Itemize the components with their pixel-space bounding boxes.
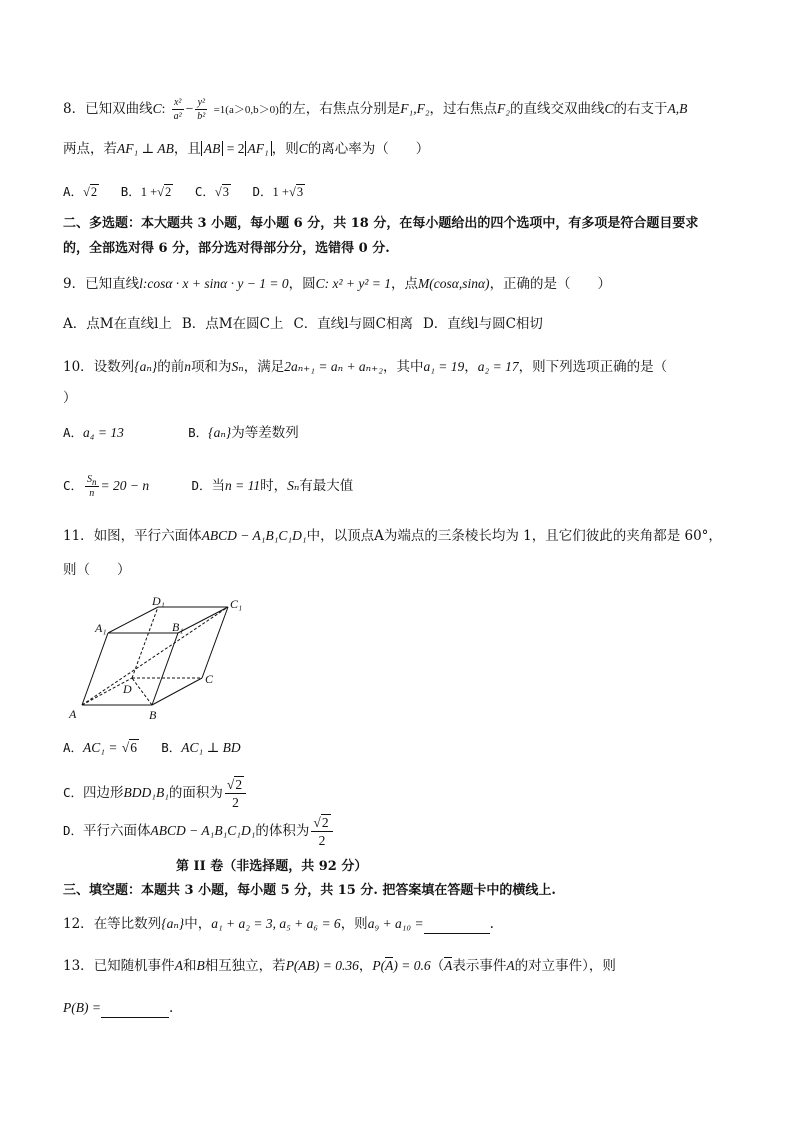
label-B: B: [149, 708, 157, 722]
q10-option-a: A．a₄ = 13: [63, 425, 124, 440]
q10-stem-cont: ）: [63, 390, 77, 406]
edge-A1D1: [108, 607, 158, 633]
q9-option-d: D．直线l与圆C相切: [422, 316, 543, 332]
section3-heading: 三、填空题：本题共 3 小题，每小题 5 分，共 15 分. 把答案填在答题卡中的横线上.: [63, 883, 556, 898]
q11-option-d: D．平行六面体ABCD − A₁B₁C₁D₁的体积为 $\frac{√2}{2}$: [63, 814, 335, 849]
q13-number: 13．: [63, 958, 94, 974]
diagonal-BD: [132, 678, 152, 705]
q8-line2: 两点，若AF₁ ⊥ AB，且 AB = 2 AF₁ ，则C的离心率为（ ）: [63, 141, 430, 157]
q13-answer-blank[interactable]: [101, 1003, 169, 1018]
q13-answer-line: P(B) = .: [63, 1000, 174, 1016]
label-C1: C₁: [230, 597, 243, 611]
q9-stem: 9．已知直线l:cosα · x + sinα · y − 1 = 0，圆C: x² + y² = 1，点M(cosα,sinα)，正确的是（ ）: [63, 276, 612, 292]
q11-number: 11．: [63, 528, 94, 544]
q8-line1: 8．已知双曲线C: $\frac{\text{x²}}{\text{a²}}$ − $\frac{\text{y²}}{\text{b²}}$ =1(a＞0,b＞0)的左，右焦点分别是F₁,F₂，过右焦点F₂的直线交双曲线C的右支于A,B: [63, 97, 688, 122]
q13-stem: 13．已知随机事件A和B相互独立，若P(AB) = 0.36，P(A) = 0.6（A表示事件A的对立事件），则: [63, 958, 616, 974]
q12-number: 12．: [63, 916, 94, 932]
label-B1: B₁: [172, 620, 184, 634]
q9-options: [63, 314, 557, 334]
q11-stem: 11．如图，平行六面体ABCD − A₁B₁C₁D₁中，以顶点A为端点的三条棱长均为 1，且它们彼此的夹角都是 60°，: [63, 528, 722, 544]
parallelepiped-figure: [68, 595, 258, 725]
q8-frac-x: $\frac{\text{x²}}{\text{a²}}$: [173, 97, 182, 122]
label-C: C: [205, 672, 214, 686]
q8-option-d: D．1 +√3: [252, 184, 304, 199]
edge-CC1: [202, 607, 228, 678]
section2-line2: 的，全部选对得 6 分，部分选对得部分分，选错得 0 分.: [63, 241, 390, 256]
q11-stem-cont: 则（ ）: [63, 562, 131, 578]
label-D: D: [123, 682, 132, 696]
q8-option-a: A．√2: [63, 184, 98, 199]
edge-AA1: [82, 633, 108, 705]
q9-option-b: B．点M在圆C上: [181, 316, 284, 332]
q8-number: 8．: [63, 101, 86, 117]
q11-option-a: A．AC₁ = √6: [63, 740, 137, 755]
q11-option-b: B．AC₁ ⊥ BD: [161, 740, 241, 755]
q11-options-ab: [63, 738, 255, 758]
edge-BB1: [152, 633, 178, 705]
q10-option-d: D．当n = 11时，Sₙ有最大值: [191, 478, 354, 494]
q12-answer-blank[interactable]: [424, 919, 490, 934]
q10-stem: 10．设数列{aₙ}的前n项和为Sₙ，满足2aₙ₊₁ = aₙ + aₙ₊₂，其中a₁ = 19，a₂ = 17，则下列选项正确的是（: [63, 359, 668, 375]
q9-option-a: A．点M在直线l上: [63, 316, 172, 332]
q10-option-c: C． $\frac{S_n}{n}$ = 20 − n: [63, 474, 150, 499]
q8-options: [63, 182, 319, 202]
q10-option-b: B．{aₙ}为等差数列: [188, 425, 299, 441]
q9-option-c: C．直线l与圆C相离: [293, 316, 413, 332]
label-A: A: [69, 707, 77, 721]
q8-frac-y: $\frac{\text{y²}}{\text{b²}}$: [197, 97, 206, 122]
q12-stem: 12．在等比数列{aₙ}中，a₁ + a₂ = 3, a₅ + a₆ = 6，则a₉ + a₁₀ = .: [63, 916, 494, 932]
q10-options-ab: [63, 423, 313, 443]
q8-option-c: C．√3: [194, 184, 229, 199]
q10-number: 10．: [63, 359, 94, 375]
edge-BC: [152, 678, 202, 705]
q11-option-c: C．四边形BDD₁B₁的面积为 $\frac{√2}{2}$: [63, 776, 248, 811]
q9-number: 9．: [63, 276, 86, 292]
section2-line1: 二、多选题：本大题共 3 小题，每小题 6 分，共 18 分，在每小题给出的四个选项中，有多项是符合题目要求: [63, 216, 699, 231]
edge-DD1: [132, 607, 158, 678]
q8-option-b: B．1 +√2: [120, 184, 172, 199]
q10-options-cd: [63, 473, 367, 500]
part2-title: 第 II 卷（非选择题，共 92 分）: [176, 859, 368, 874]
label-A1: A₁: [95, 621, 107, 635]
edge-B1C1: [178, 607, 228, 633]
label-D1: D₁: [152, 595, 165, 608]
